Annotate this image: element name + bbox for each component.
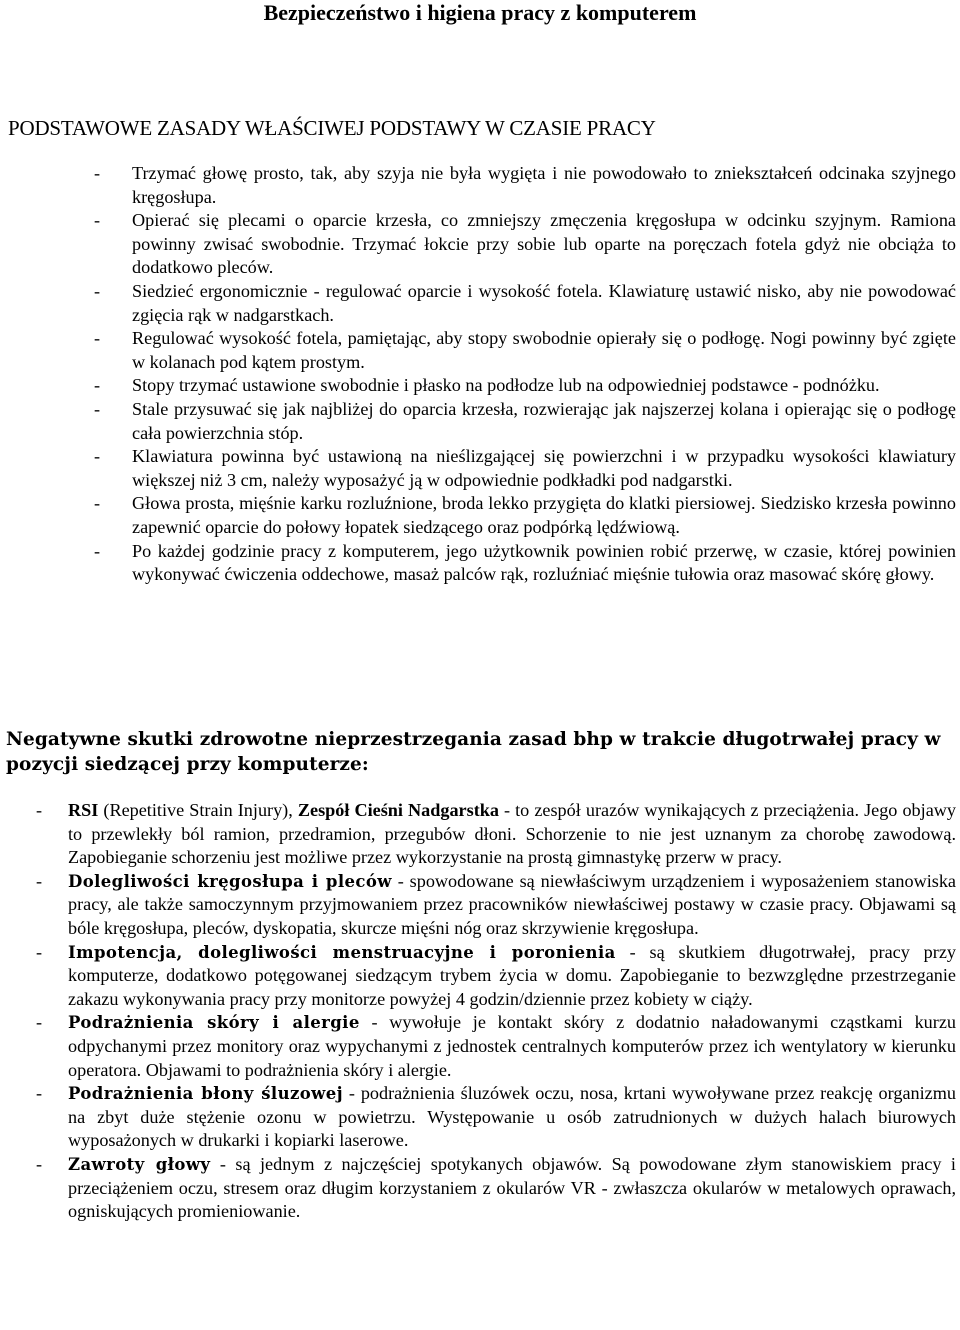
list-item bbox=[94, 540, 956, 587]
list-dash: - bbox=[94, 328, 101, 349]
list-dash: - bbox=[94, 280, 101, 301]
section-heading-basic-rules: PODSTAWOWE ZASADY WŁAŚCIWEJ PODSTAWY W CZASIE PRACY bbox=[8, 116, 656, 140]
term-skin: Podrażnienia skóry i alergie bbox=[68, 1013, 360, 1033]
term-impotence: Impotencja, dolegliwości menstruacyjne i poronienia bbox=[68, 942, 616, 962]
list-item bbox=[36, 1082, 956, 1153]
list-item-text: - spowodowane są niewłaściwym urządzeniem i wyposażeniem stanowiska pracy, ale także samoczynnym przyjmowaniem przez pracowników niewłaściwej postawy w czasie pracy. Objawami są bóle kręgosłupa, pleców, dyskopatia, skurcze mięśni nóg oraz skrzywienie kręgosłupa. bbox=[68, 870, 957, 938]
list-dash: - bbox=[36, 1012, 43, 1033]
list-dash: - bbox=[94, 540, 101, 561]
list-item bbox=[94, 327, 956, 374]
list-item bbox=[94, 445, 956, 492]
section-heading-health-effects: Negatywne skutki zdrowotne nieprzestrzegania zasad bhp w trakcie długotrwałej pracy w pozycji siedzącej przy komputerze: bbox=[6, 729, 941, 775]
basic-rules-list bbox=[94, 162, 956, 587]
list-item bbox=[94, 162, 956, 209]
list-item bbox=[94, 209, 956, 280]
list-dash: - bbox=[36, 800, 43, 820]
list-item bbox=[36, 941, 956, 1012]
document-title: Bezpieczeństwo i higiena pracy z komputerem bbox=[263, 0, 697, 25]
list-dash: - bbox=[94, 493, 101, 514]
list-item bbox=[94, 374, 956, 398]
list-item-text: - podrażnienia śluzówek oczu, nosa, krtani wywoływane przez reakcję organizmu na zbyt duże stężenie ozonu w powietrzu. Występowanie u osób zatrudnionych w dużych halach biurowych wyposażonych w drukarki i kopiarki laserowe. bbox=[68, 1083, 956, 1151]
list-item bbox=[94, 280, 956, 327]
list-item bbox=[36, 799, 956, 870]
term-expansion: (Repetitive Strain Injury), bbox=[98, 800, 298, 820]
list-item bbox=[94, 398, 956, 445]
list-dash: - bbox=[94, 375, 101, 396]
term-spine: Dolegliwości kręgosłupa i pleców bbox=[68, 871, 392, 891]
list-item-text: Klawiatura powinna być ustawioną na nieślizgającej się powierzchni i w przypadku wysokości klawiatury większej niż 3 cm, należy wyposażyć ją w odpowiednie podkładki pod nadgarstki. bbox=[132, 446, 956, 490]
list-item-text: Po każdej godzinie pracy z komputerem, jego użytkownik powinien robić przerwę, w czasie, której powinien wykonywać ćwiczenia oddechowe, masaż palców rąk, rozluźniać mięśnie tułowia oraz masować skórę głowy. bbox=[132, 540, 956, 585]
list-item-text: Głowa prosta, mięśnie karku rozluźnione, broda lekko przygięta do klatki piersiowej. Siedzisko krzesła powinno zapewnić oparcie do połowy łopatek siedzącego oraz podpórką lędźwiową. bbox=[132, 493, 956, 537]
list-dash: - bbox=[94, 446, 101, 467]
list-dash: - bbox=[36, 870, 43, 891]
list-item-text: Opierać się plecami o oparcie krzesła, co zmniejszy zmęczenia kręgosłupa w odcinku szyjnym. Ramiona powinny zwisać swobodnie. Trzymać łokcie przy sobie lub oparte na poręczach fotela gdyż nie obciąża to dodatkowo pleców. bbox=[132, 210, 956, 278]
list-dash: - bbox=[94, 163, 101, 183]
list-item-text: Stopy trzymać ustawione swobodnie i płasko na podłodze lub na odpowiedniej podstawce - podnóżku. bbox=[132, 375, 880, 396]
health-effects-list bbox=[36, 799, 956, 1224]
term-rsi: RSI bbox=[68, 800, 99, 820]
list-item bbox=[94, 492, 956, 539]
term-carpal-tunnel: Zespół Cieśni Nadgarstka bbox=[297, 800, 499, 820]
list-item bbox=[36, 1153, 956, 1224]
list-item bbox=[36, 1011, 956, 1082]
list-item-text: - są skutkiem długotrwałej, pracy przy komputerze, dodatkowo potęgowanej siedzącym trybem życia w domu. Zapobieganie to bezwzględne przestrzeganie zakazu wykonywania pracy przy monitorze powyżej 4 godzin/dziennie przez kobiety w ciąży. bbox=[68, 941, 956, 1009]
list-item-text: - to zespół urazów wynikających z przeciążenia. Jego objawy to przewlekły ból ramion, przedramion, przegubów dłoni. Schorzenie to nie jest uznanym za chorobę zawodową. Zapobieganie schorzeniu jest możliwe przez wykorzystanie na prostą gimnastykę przerw w pracy. bbox=[68, 800, 957, 868]
list-dash: - bbox=[36, 941, 43, 962]
list-item bbox=[36, 870, 956, 941]
list-dash: - bbox=[94, 398, 101, 419]
term-dizziness: Zawroty głowy bbox=[68, 1154, 211, 1174]
list-item-text: - wywołuje je kontakt skóry z dodatnio naładowanymi cząstkami kurzu odpychanymi przez monitory oraz wypychanymi z jednostek centralnych komputerów przez ich wentylatory w kierunku operatora. Objawami to podrażnienia skóry i alergie. bbox=[68, 1012, 957, 1080]
term-mucous: Podrażnienia błony śluzowej bbox=[68, 1084, 344, 1104]
list-dash: - bbox=[36, 1083, 43, 1104]
list-item-text: Regulować wysokość fotela, pamiętając, aby stopy swobodnie opierały się o podłogę. Nogi powinny być zgięte w kolanach pod kątem prostym. bbox=[132, 328, 956, 372]
list-item-text: Stale przysuwać się jak najbliżej do oparcia krzesła, rozwierając jak najszerzej kolana i opierając się o podłogę cała powierzchnia stóp. bbox=[132, 398, 956, 443]
list-dash: - bbox=[36, 1153, 43, 1174]
list-item-text: Siedzieć ergonomicznie - regulować oparcie i wysokość fotela. Klawiaturę ustawić nisko, aby nie powodować zgięcia rąk w nadgarstkach. bbox=[132, 280, 956, 325]
list-item-text: - są jednym z najczęściej spotykanych objawów. Są powodowane złym stanowiskiem pracy i przeciążeniem oczu, stresem oraz długim korzystaniem z okularów VR - zwłaszcza okularów w metalowych oprawach, ogniskujących promieniowanie. bbox=[68, 1153, 956, 1222]
list-item-text: Trzymać głowę prosto, tak, aby szyja nie była wygięta i nie powodowało to zniekształceń odcinaka szyjnego kręgosłupa. bbox=[132, 163, 956, 207]
list-dash: - bbox=[94, 210, 101, 231]
